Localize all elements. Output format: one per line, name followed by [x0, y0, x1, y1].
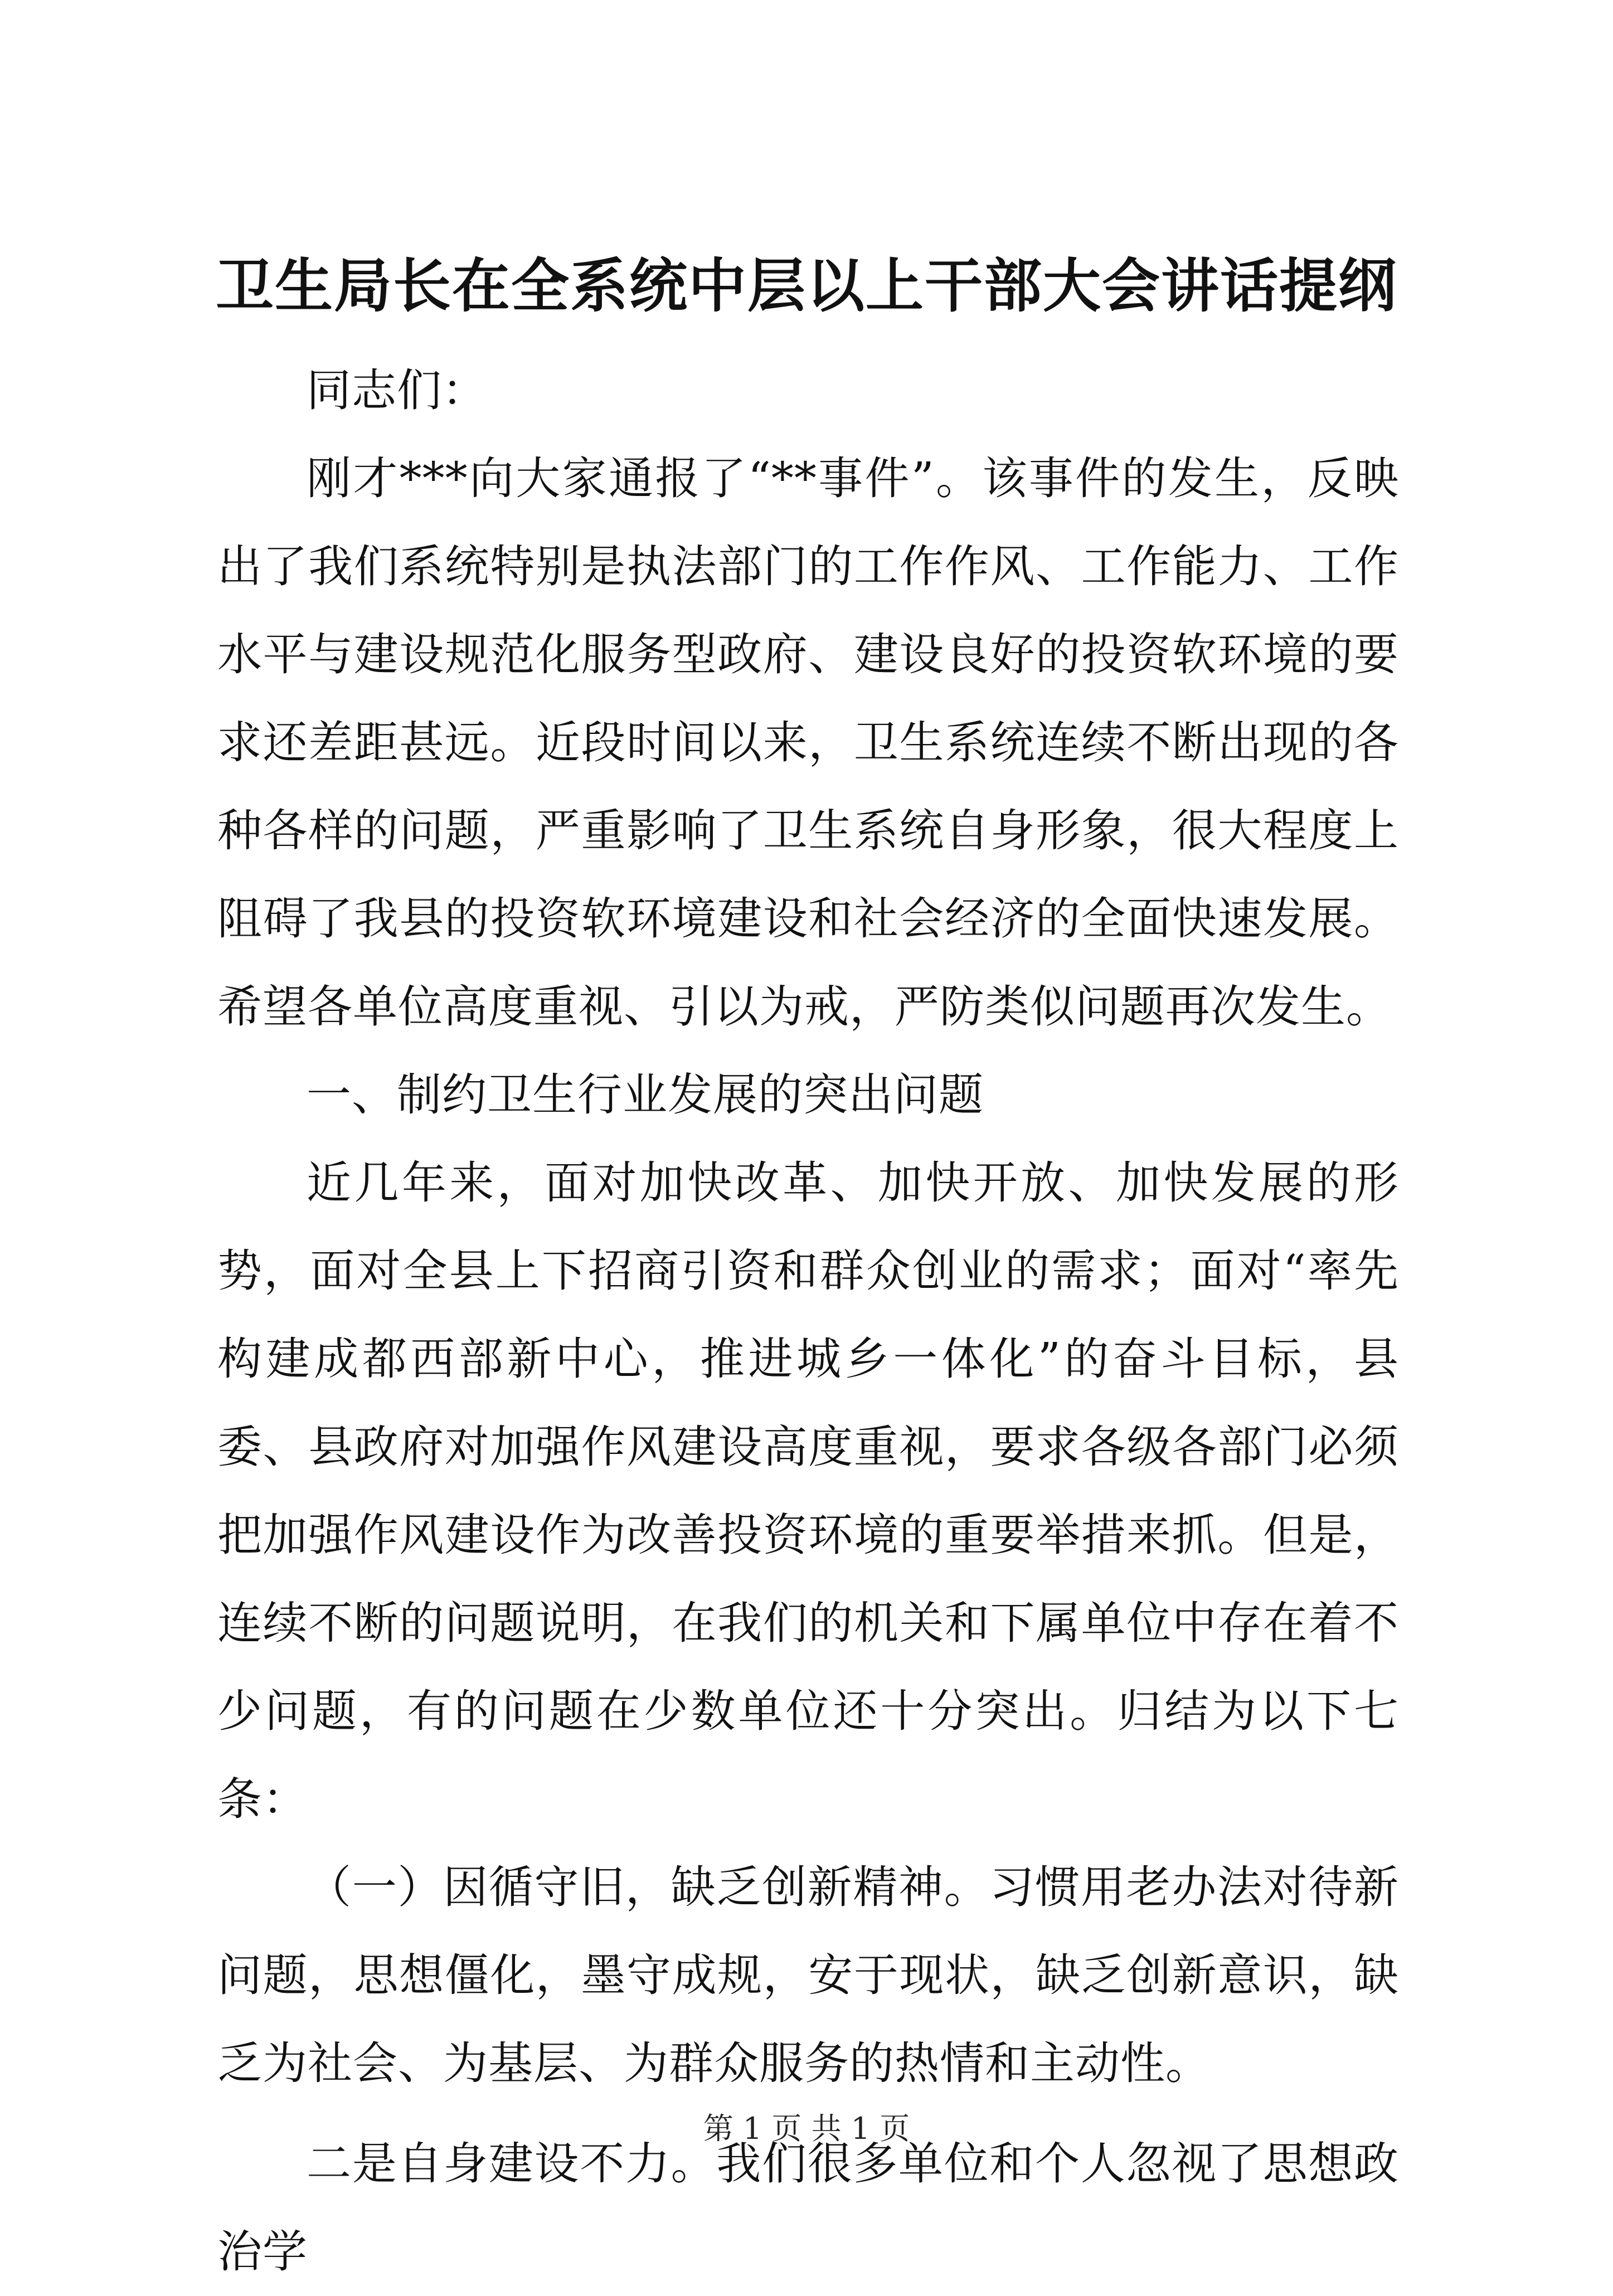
issue-two-paragraph: 二是自身建设不力。我们很多单位和个人忽视了思想政治学	[217, 2138, 1399, 2278]
issue-one-paragraph: （一）因循守旧，缺乏创新精神。习惯用老办法对待新问题，思想僵化，墨守成规，安于现状，缺乏创新意识，缺乏为社会、为基层、为群众服务的热情和主动性。	[217, 1861, 1399, 2089]
document-body	[217, 347, 1399, 2296]
section-heading: 一、制约卫生行业发展的突出问题	[307, 1069, 984, 1121]
intro-paragraph: 刚才***向大家通报了“**事件”。该事件的发生，反映出了我们系统特别是执法部门的工作作风、工作能力、工作水平与建设规范化服务型政府、建设良好的投资软环境的要求还差距甚远。近段时间以来，卫生系统连续不断出现的各种各样的问题，严重影响了卫生系统自身形象，很大程度上阻碍了我县的投资软环境建设和社会经济的全面快速发展。希望各单位高度重视、引以为戒，严防类似问题再次发生。	[217, 453, 1399, 1033]
page-footer: 第 1 页 共 1 页	[703, 2111, 910, 2146]
background-paragraph: 近几年来，面对加快改革、加快开放、加快发展的形势，面对全县上下招商引资和群众创业的需求；面对“率先构建成都西部新中心，推进城乡一体化”的奋斗目标，县委、县政府对加强作风建设高度重视，要求各级各部门必须把加强作风建设作为改善投资环境的重要举措来抓。但是，连续不断的问题说明，在我们的机关和下属单位中存在着不少问题，有的问题在少数单位还十分突出。归结为以下七条：	[217, 1157, 1399, 1825]
document-title: 卫生局长在全系统中层以上干部大会讲话提纲	[215, 251, 1397, 320]
salutation-paragraph: 同志们：	[307, 364, 487, 416]
